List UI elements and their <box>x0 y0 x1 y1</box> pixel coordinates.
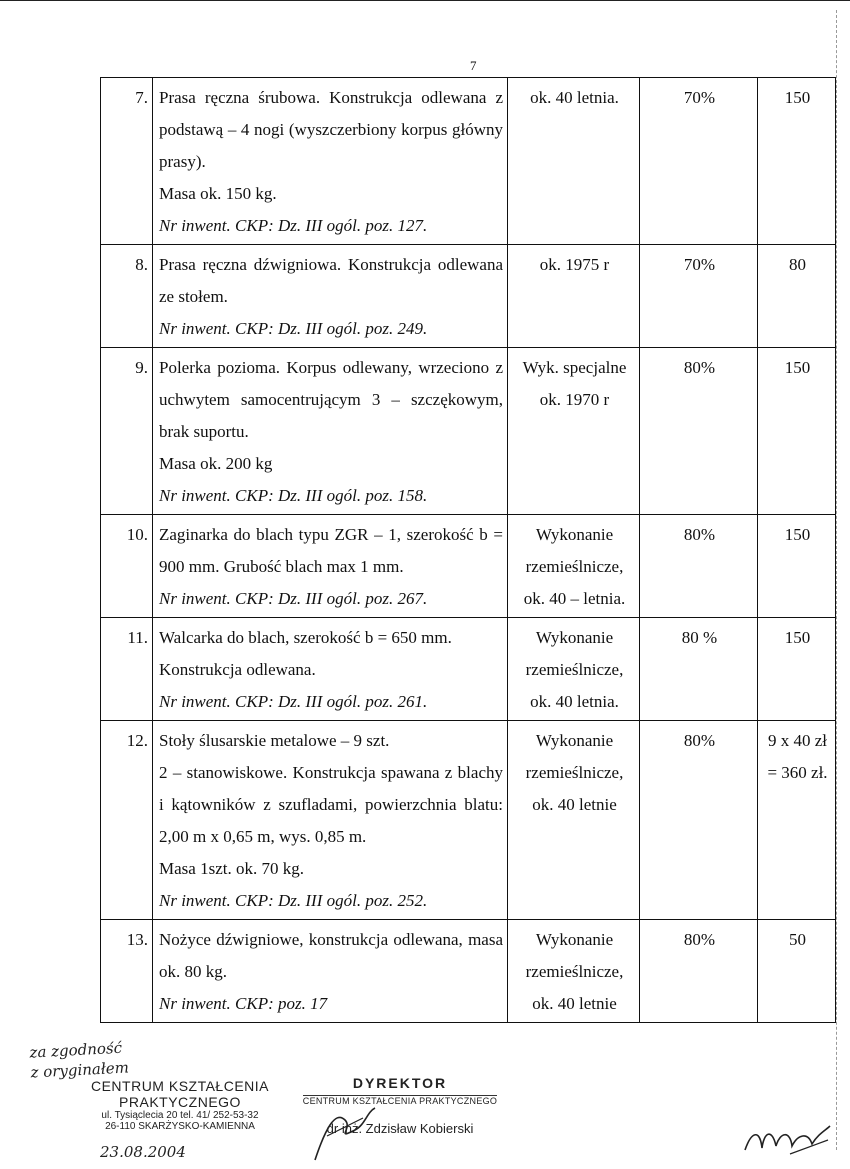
age-line: rzemieślnicze, <box>525 557 624 576</box>
stamp-institution-name: CENTRUM KSZTAŁCENIA <box>90 1078 270 1094</box>
value-line: 150 <box>784 628 811 647</box>
inventory-reference: Nr inwent. CKP: Dz. III ogól. poz. 158. <box>159 486 428 505</box>
handwritten-date: 23.08.2004 <box>100 1143 186 1161</box>
age-line: Wykonanie <box>535 525 614 544</box>
item-value <box>758 245 836 348</box>
description-line: Prasa ręczna dźwigniowa. Konstrukcja odlewana ze stołem. <box>159 255 503 306</box>
scan-top-edge <box>0 0 850 1</box>
inventory-reference: Nr inwent. CKP: Dz. III ogól. poz. 127. <box>159 216 428 235</box>
director-signature <box>305 1100 385 1165</box>
institution-stamp <box>80 1078 280 1132</box>
item-age <box>508 920 640 1023</box>
table-row <box>101 515 836 618</box>
description-line: 2 – stanowiskowe. Konstrukcja spawana z blachy i kątowników z szufladami, powierzchnia blatu: 2,00 m x 0,65 m, wys. 0,85 m. <box>159 763 503 846</box>
description-line: Masa ok. 200 kg <box>159 454 273 473</box>
item-description <box>153 515 508 618</box>
value-line: 150 <box>784 358 811 377</box>
inventory-reference: Nr inwent. CKP: poz. 17 <box>159 994 328 1013</box>
age-line: ok. 40 letnie <box>532 994 617 1013</box>
value-line: = 360 zł. <box>767 763 828 782</box>
table-row <box>101 618 836 721</box>
wear-percentage: 70% <box>640 78 758 245</box>
description-line: Nożyce dźwigniowe, konstrukcja odlewana, masa ok. 80 kg. <box>159 930 503 981</box>
item-age <box>508 348 640 515</box>
stamp-address-line-1: ul. Tysiąclecia 20 tel. 41/ 252-53-32 <box>101 1110 259 1121</box>
age-line: Wykonanie <box>535 930 614 949</box>
item-value <box>758 78 836 245</box>
stamp-director-title: DYREKTOR <box>352 1075 448 1091</box>
wear-percentage: 80% <box>640 721 758 920</box>
handwritten-certification <box>29 1037 129 1082</box>
age-line: ok. 40 letnia. <box>530 692 619 711</box>
wear-percentage: 70% <box>640 245 758 348</box>
wear-percentage: 80 % <box>640 618 758 721</box>
description-line: Prasa ręczna śrubowa. Konstrukcja odlewana z podstawą – 4 nogi (wyszczerbiony korpus główny prasy). <box>159 88 503 171</box>
value-line: 80 <box>789 255 806 274</box>
item-description <box>153 920 508 1023</box>
handwritten-note-line-1: za zgodność <box>29 1038 123 1062</box>
inventory-reference: Nr inwent. CKP: Dz. III ogól. poz. 249. <box>159 319 428 338</box>
item-description <box>153 721 508 920</box>
row-number: 9. <box>101 348 153 515</box>
age-line: ok. 40 letnie <box>532 795 617 814</box>
item-age <box>508 245 640 348</box>
inventory-reference: Nr inwent. CKP: Dz. III ogól. poz. 261. <box>159 692 428 711</box>
handwritten-initials <box>740 1120 835 1162</box>
inventory-reference: Nr inwent. CKP: Dz. III ogól. poz. 267. <box>159 589 428 608</box>
item-value <box>758 515 836 618</box>
item-value <box>758 348 836 515</box>
age-line: Wyk. specjalne <box>522 358 627 377</box>
age-line: ok. 1975 r <box>539 255 610 274</box>
row-number: 13. <box>101 920 153 1023</box>
stamp-address-line-2: 26-110 SKARŻYSKO-KAMIENNA <box>105 1121 255 1132</box>
age-line: rzemieślnicze, <box>525 763 624 782</box>
description-line: Konstrukcja odlewana. <box>159 660 316 679</box>
table-row <box>101 348 836 515</box>
age-line: Wykonanie <box>535 628 614 647</box>
inventory-table <box>100 77 836 1023</box>
item-value <box>758 920 836 1023</box>
age-line: ok. 1970 r <box>539 390 610 409</box>
stamp-institution-name-2: PRAKTYCZNEGO <box>119 1094 241 1110</box>
item-value <box>758 618 836 721</box>
stamp-director-org: CENTRUM KSZTAŁCENIA PRAKTYCZNEGO <box>302 1096 498 1106</box>
description-line: Masa ok. 150 kg. <box>159 184 277 203</box>
item-description <box>153 618 508 721</box>
age-line: ok. 40 letnia. <box>530 88 619 107</box>
age-line: ok. 40 – letnia. <box>523 589 626 608</box>
description-line: Stoły ślusarskie metalowe – 9 szt. <box>159 731 390 750</box>
scan-margin-line <box>836 10 838 1150</box>
value-line: 50 <box>789 930 806 949</box>
value-line: 150 <box>784 525 811 544</box>
value-line: 9 x 40 zł <box>767 731 828 750</box>
item-age <box>508 618 640 721</box>
age-line: rzemieślnicze, <box>525 660 624 679</box>
age-line: rzemieślnicze, <box>525 962 624 981</box>
handwritten-note-line-2: z oryginałem <box>30 1058 130 1082</box>
description-line: Polerka pozioma. Korpus odlewany, wrzeciono z uchwytem samocentrującym 3 – szczękowym, brak suportu. <box>159 358 503 441</box>
item-value <box>758 721 836 920</box>
row-number: 8. <box>101 245 153 348</box>
row-number: 7. <box>101 78 153 245</box>
table-row <box>101 920 836 1023</box>
age-line: Wykonanie <box>535 731 614 750</box>
item-age <box>508 721 640 920</box>
table-row <box>101 245 836 348</box>
item-description <box>153 78 508 245</box>
wear-percentage: 80% <box>640 348 758 515</box>
wear-percentage: 80% <box>640 920 758 1023</box>
item-description <box>153 245 508 348</box>
table-row <box>101 721 836 920</box>
row-number: 12. <box>101 721 153 920</box>
item-age <box>508 78 640 245</box>
inventory-reference: Nr inwent. CKP: Dz. III ogól. poz. 252. <box>159 891 428 910</box>
description-line: Walcarka do blach, szerokość b = 650 mm. <box>159 628 452 647</box>
item-age <box>508 515 640 618</box>
stamp-director-name: dr inż. Zdzisław Kobierski <box>326 1121 474 1136</box>
row-number: 10. <box>101 515 153 618</box>
description-line: Masa 1szt. ok. 70 kg. <box>159 859 304 878</box>
value-line: 150 <box>784 88 811 107</box>
description-line: Zaginarka do blach typu ZGR – 1, szerokość b = 900 mm. Grubość blach max 1 mm. <box>159 525 503 576</box>
item-description <box>153 348 508 515</box>
wear-percentage: 80% <box>640 515 758 618</box>
row-number: 11. <box>101 618 153 721</box>
page-number: 7 <box>470 58 477 73</box>
table-row <box>101 78 836 245</box>
